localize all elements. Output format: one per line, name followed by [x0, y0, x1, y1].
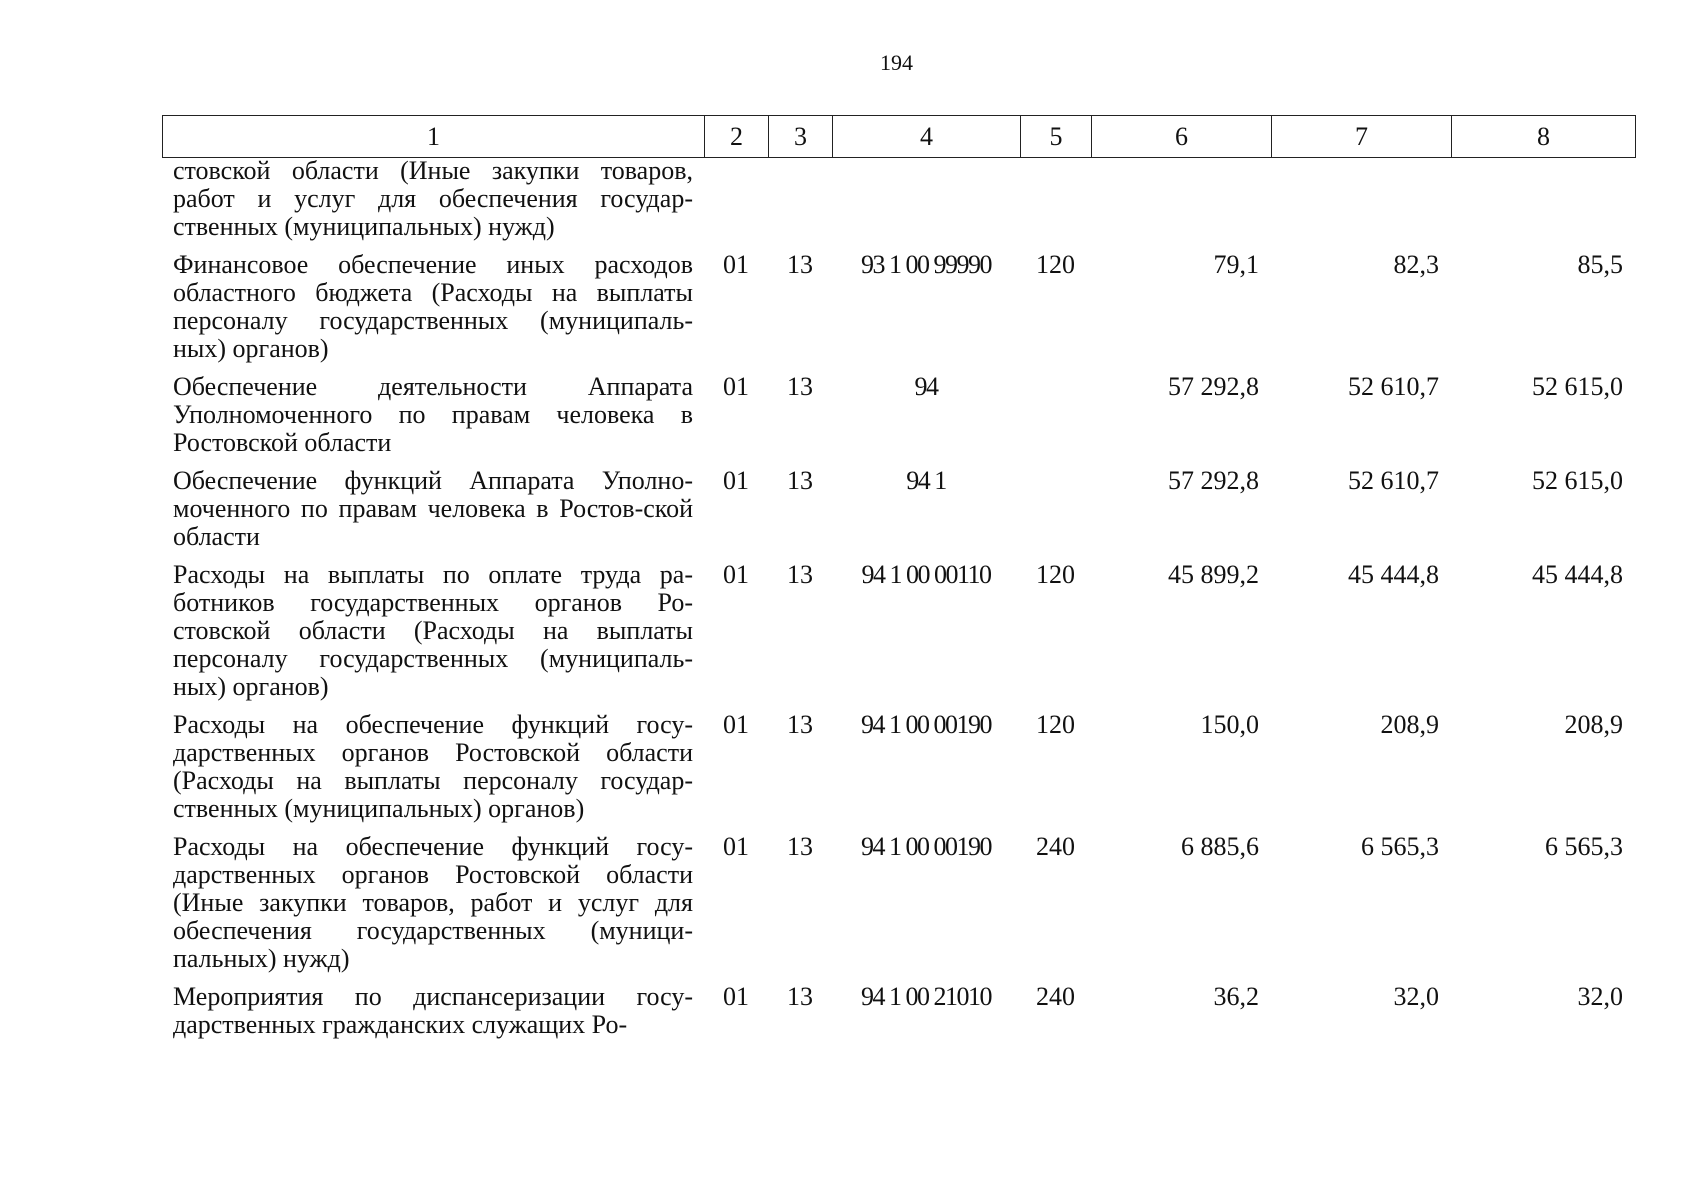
amount-year-3: 85,5 [1577, 250, 1623, 279]
subsection-code: 13 [787, 372, 813, 401]
table-row [162, 983, 1635, 1049]
subsection-code: 13 [787, 466, 813, 495]
amount-year-2: 208,9 [1380, 710, 1439, 739]
expense-type-code [1020, 373, 1091, 467]
section-code [704, 157, 768, 251]
subsection-code: 13 [787, 560, 813, 589]
header-col-3: 3 [769, 116, 833, 158]
section-code: 01 [723, 832, 749, 861]
table-row [162, 561, 1635, 711]
expense-type-code: 120 [1036, 560, 1075, 589]
subsection-code: 13 [787, 982, 813, 1011]
expense-type-code [1020, 467, 1091, 561]
target-article-code: 94 1 00 00190 [861, 832, 991, 861]
table-header [162, 115, 1636, 158]
amount-year-2: 52 610,7 [1348, 372, 1439, 401]
budget-table [162, 157, 1635, 1049]
amount-year-2: 52 610,7 [1348, 466, 1439, 495]
expense-type-code: 120 [1036, 710, 1075, 739]
table-row [162, 251, 1635, 373]
amount-year-2: 45 444,8 [1348, 560, 1439, 589]
section-code: 01 [723, 466, 749, 495]
table-row [162, 467, 1635, 561]
amount-year-1 [1091, 157, 1271, 251]
item-name: стовской области (Иные закупки товаров, работ и услуг для обеспечения государ-ственных (муниципальных) нужд) [173, 156, 693, 241]
section-code: 01 [723, 710, 749, 739]
item-name: Обеспечение функций Аппарата Уполно-моченного по правам человека в Ростов-ской области [173, 466, 693, 551]
item-name: Расходы на выплаты по оплате труда ра-ботников государственных органов Ро-стовской области (Расходы на выплаты персоналу государственных (муниципаль-ных) органов) [173, 560, 693, 701]
expense-type-code: 120 [1036, 250, 1075, 279]
page-number: 194 [880, 50, 913, 75]
table-row [162, 157, 1635, 251]
amount-year-1: 79,1 [1213, 250, 1259, 279]
expense-type-code [1020, 157, 1091, 251]
header-col-2: 2 [705, 116, 769, 158]
target-article-code: 94 1 [906, 466, 946, 495]
item-name: Расходы на обеспечение функций госу-дарственных органов Ростовской области (Иные закупки товаров, работ и услуг для обеспечения государственных (муници-пальных) нужд) [173, 832, 693, 973]
header-col-5: 5 [1021, 116, 1092, 158]
amount-year-2: 6 565,3 [1361, 832, 1439, 861]
amount-year-1: 150,0 [1200, 710, 1259, 739]
header-col-7: 7 [1272, 116, 1452, 158]
amount-year-3: 52 615,0 [1532, 372, 1623, 401]
table-row [162, 373, 1635, 467]
amount-year-1: 57 292,8 [1168, 466, 1259, 495]
expense-type-code: 240 [1036, 982, 1075, 1011]
table-row [162, 833, 1635, 983]
target-article-code: 94 1 00 00110 [861, 560, 991, 589]
section-code: 01 [723, 372, 749, 401]
header-col-8: 8 [1452, 116, 1636, 158]
section-code: 01 [723, 560, 749, 589]
subsection-code [768, 157, 832, 251]
amount-year-2: 82,3 [1393, 250, 1439, 279]
item-name: Обеспечение деятельности Аппарата Уполномоченного по правам человека в Ростовской области [173, 372, 693, 457]
target-article-code: 94 [914, 372, 938, 401]
header-col-4: 4 [833, 116, 1021, 158]
target-article-code: 93 1 00 99990 [861, 250, 991, 279]
amount-year-2: 32,0 [1393, 982, 1439, 1011]
amount-year-3: 52 615,0 [1532, 466, 1623, 495]
subsection-code: 13 [787, 250, 813, 279]
item-name: Финансовое обеспечение иных расходов областного бюджета (Расходы на выплаты персоналу государственных (муниципаль-ных) органов) [173, 250, 693, 363]
amount-year-1: 45 899,2 [1168, 560, 1259, 589]
amount-year-3: 208,9 [1564, 710, 1623, 739]
header-row [163, 116, 1636, 158]
expense-type-code: 240 [1036, 832, 1075, 861]
subsection-code: 13 [787, 710, 813, 739]
item-name: Мероприятия по диспансеризации госу-дарственных гражданских служащих Ро- [173, 982, 693, 1039]
header-col-1: 1 [163, 116, 705, 158]
amount-year-3: 45 444,8 [1532, 560, 1623, 589]
amount-year-1: 57 292,8 [1168, 372, 1259, 401]
target-article-code [832, 157, 1020, 251]
amount-year-2 [1271, 157, 1451, 251]
target-article-code: 94 1 00 21010 [861, 982, 991, 1011]
amount-year-3: 32,0 [1577, 982, 1623, 1011]
header-col-6: 6 [1092, 116, 1272, 158]
section-code: 01 [723, 250, 749, 279]
subsection-code: 13 [787, 832, 813, 861]
amount-year-3: 6 565,3 [1545, 832, 1623, 861]
amount-year-1: 6 885,6 [1181, 832, 1259, 861]
amount-year-3 [1451, 157, 1635, 251]
item-name: Расходы на обеспечение функций госу-дарственных органов Ростовской области (Расходы на выплаты персоналу государ-ственных (муниципальных) органов) [173, 710, 693, 823]
table-row [162, 711, 1635, 833]
section-code: 01 [723, 982, 749, 1011]
target-article-code: 94 1 00 00190 [861, 710, 991, 739]
amount-year-1: 36,2 [1213, 982, 1259, 1011]
